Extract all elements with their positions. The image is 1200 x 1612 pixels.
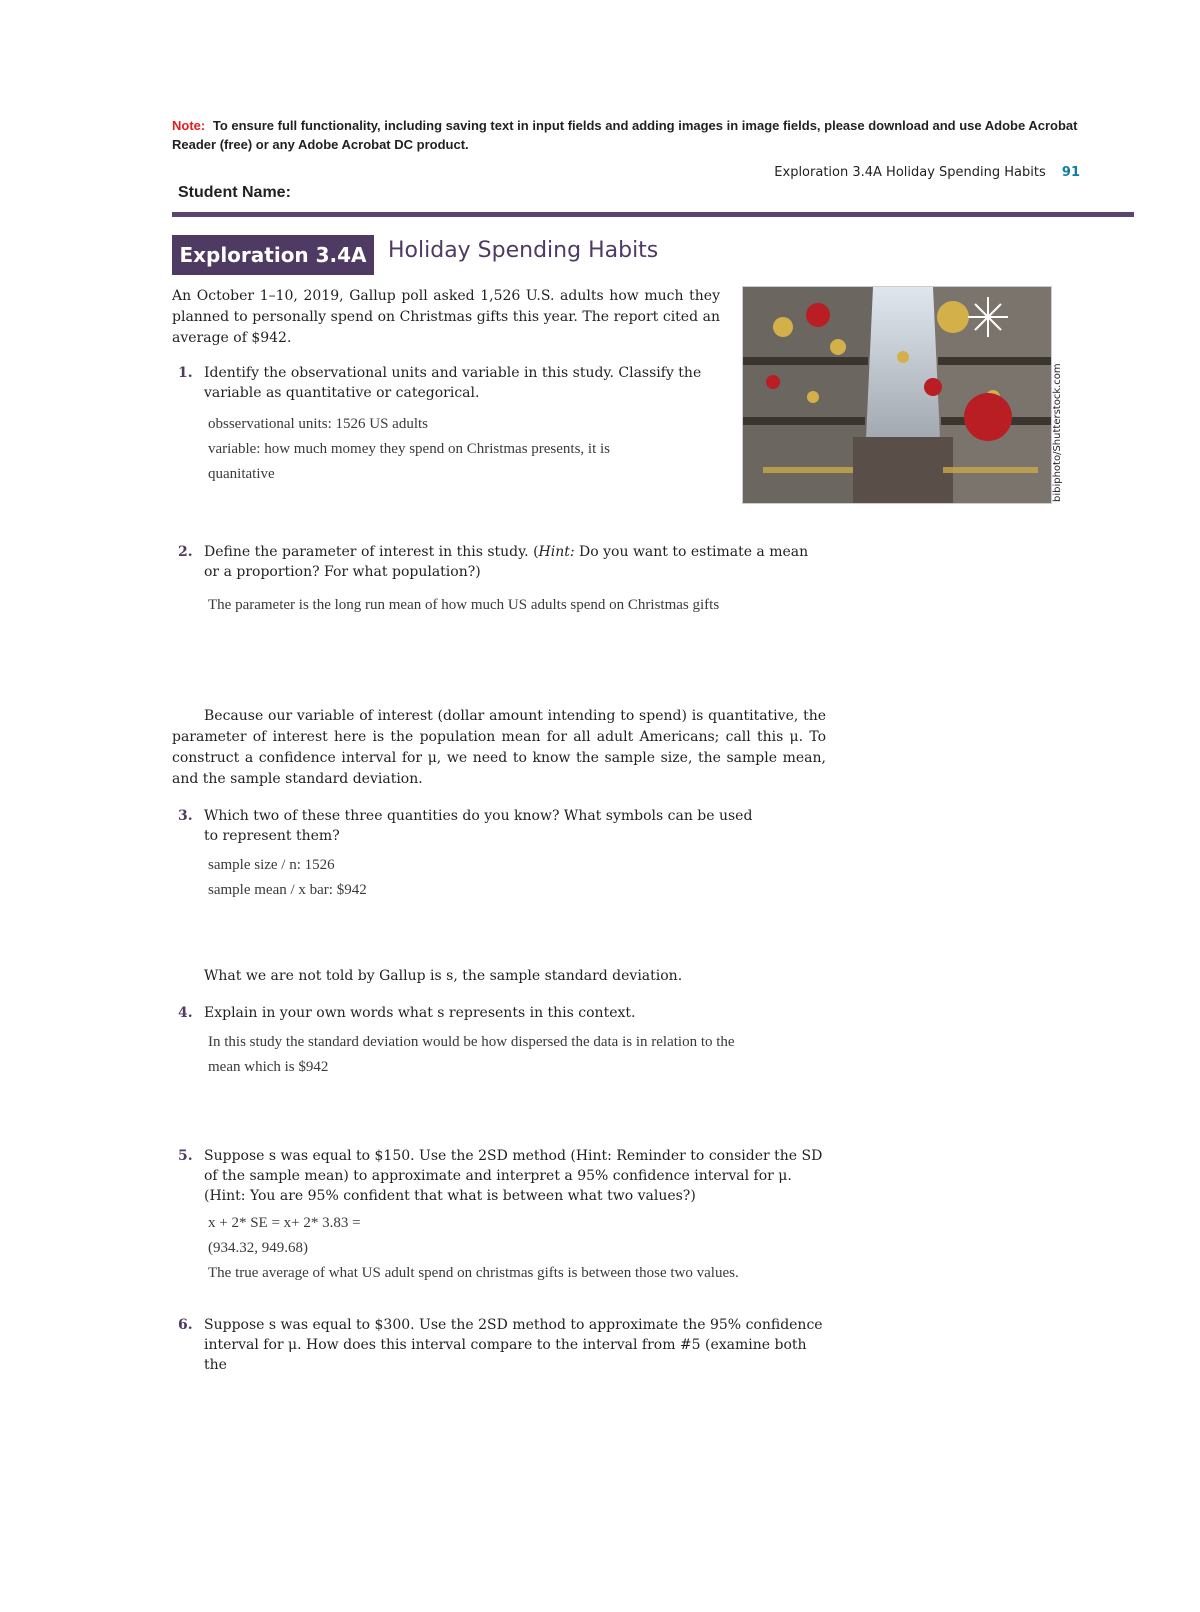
question-2-hint: Hint: (538, 544, 575, 560)
answer-5-line-3[interactable]: The true average of what US adult spend on christmas gifts is between those two values. (208, 1265, 739, 1281)
running-head (774, 165, 1080, 180)
question-1 (178, 363, 704, 403)
question-3-text: Which two of these three quantities do you know? What symbols can be used to represent them? (204, 808, 753, 844)
page-number: 91 (1061, 165, 1080, 180)
answer-1-line-3[interactable]: quanitative (208, 466, 275, 482)
question-6-number: 6. (178, 1317, 193, 1333)
context-paragraph-1: Because our variable of interest (dollar amount intending to spend) is quantitative, the parameter of interest here is the population mean for all adult Americans; call this μ. To construct a confidence interval for μ, we need to know the sample size, the sample mean, and the sample standard deviation. (172, 708, 826, 787)
question-5-text: Suppose s was equal to $150. Use the 2SD method (Hint: Reminder to consider the SD of the sample mean) to approximate and interpret a 95% confidence interval for μ. (Hint: You are 95% confident that what is between what two values?) (204, 1148, 823, 1204)
answer-1-line-2[interactable]: variable: how much momey they spend on Christmas presents, it is (208, 441, 611, 457)
answer-3-line-1[interactable]: sample size / n: 1526 (208, 857, 335, 873)
answer-2[interactable]: The parameter is the long run mean of how much US adults spend on Christmas gifts (208, 597, 720, 613)
question-4-number: 4. (178, 1005, 193, 1021)
note-text: To ensure full functionality, including saving text in input fields and adding images in image fields, please download and use Adobe Acrobat Reader (free) or any Adobe Acrobat DC product. (172, 118, 1078, 152)
answer-1-line-1[interactable]: obsservational units: 1526 US adults (208, 416, 428, 432)
question-2-number: 2. (178, 544, 193, 560)
context-paragraph-2: What we are not told by Gallup is s, the sample standard deviation. (204, 968, 683, 984)
photo-credit: bibiphoto/Shutterstock.com (1052, 363, 1063, 502)
page-title: Holiday Spending Habits (388, 238, 659, 263)
note-label: Note: (172, 118, 206, 133)
exploration-badge: Exploration 3.4A (172, 235, 374, 275)
answer-4-line-2[interactable]: mean which is $942 (208, 1059, 329, 1075)
question-2 (178, 542, 820, 582)
question-2-text-b: Do you want to estimate a mean or a proportion? For what population?) (204, 544, 809, 580)
question-5-number: 5. (178, 1148, 193, 1164)
question-1-text: Identify the observational units and variable in this study. Classify the variable as quantitative or categorical. (204, 365, 702, 401)
acrobat-note (172, 116, 1092, 154)
header-rule (172, 212, 1134, 217)
answer-5-line-2[interactable]: (934.32, 949.68) (208, 1240, 308, 1256)
running-head-text: Exploration 3.4A Holiday Spending Habits (774, 165, 1046, 180)
intro-paragraph: An October 1–10, 2019, Gallup poll asked 1,526 U.S. adults how much they planned to personally spend on Christmas gifts this year. The report cited an average of $942. (172, 288, 720, 346)
question-3 (178, 806, 764, 846)
question-4-text: Explain in your own words what s represents in this context. (204, 1005, 636, 1021)
question-5 (178, 1146, 826, 1206)
question-4 (178, 1003, 804, 1023)
christmas-mall-image (743, 287, 1051, 503)
mall-photo (742, 286, 1052, 504)
student-name-label: Student Name: (178, 184, 291, 201)
answer-5-line-1[interactable]: x + 2* SE = x+ 2* 3.83 = (208, 1215, 361, 1231)
question-3-number: 3. (178, 808, 193, 824)
answer-4-line-1[interactable]: In this study the standard deviation would be how dispersed the data is in relation to the (208, 1034, 735, 1050)
question-6-text: Suppose s was equal to $300. Use the 2SD method to approximate the 95% confidence interval for μ. How does this interval compare to the interval from #5 (examine both the (204, 1317, 823, 1373)
question-1-number: 1. (178, 365, 193, 381)
question-2-text-a: Define the parameter of interest in this study. ( (204, 544, 539, 560)
question-6 (178, 1315, 826, 1375)
answer-3-line-2[interactable]: sample mean / x bar: $942 (208, 882, 367, 898)
